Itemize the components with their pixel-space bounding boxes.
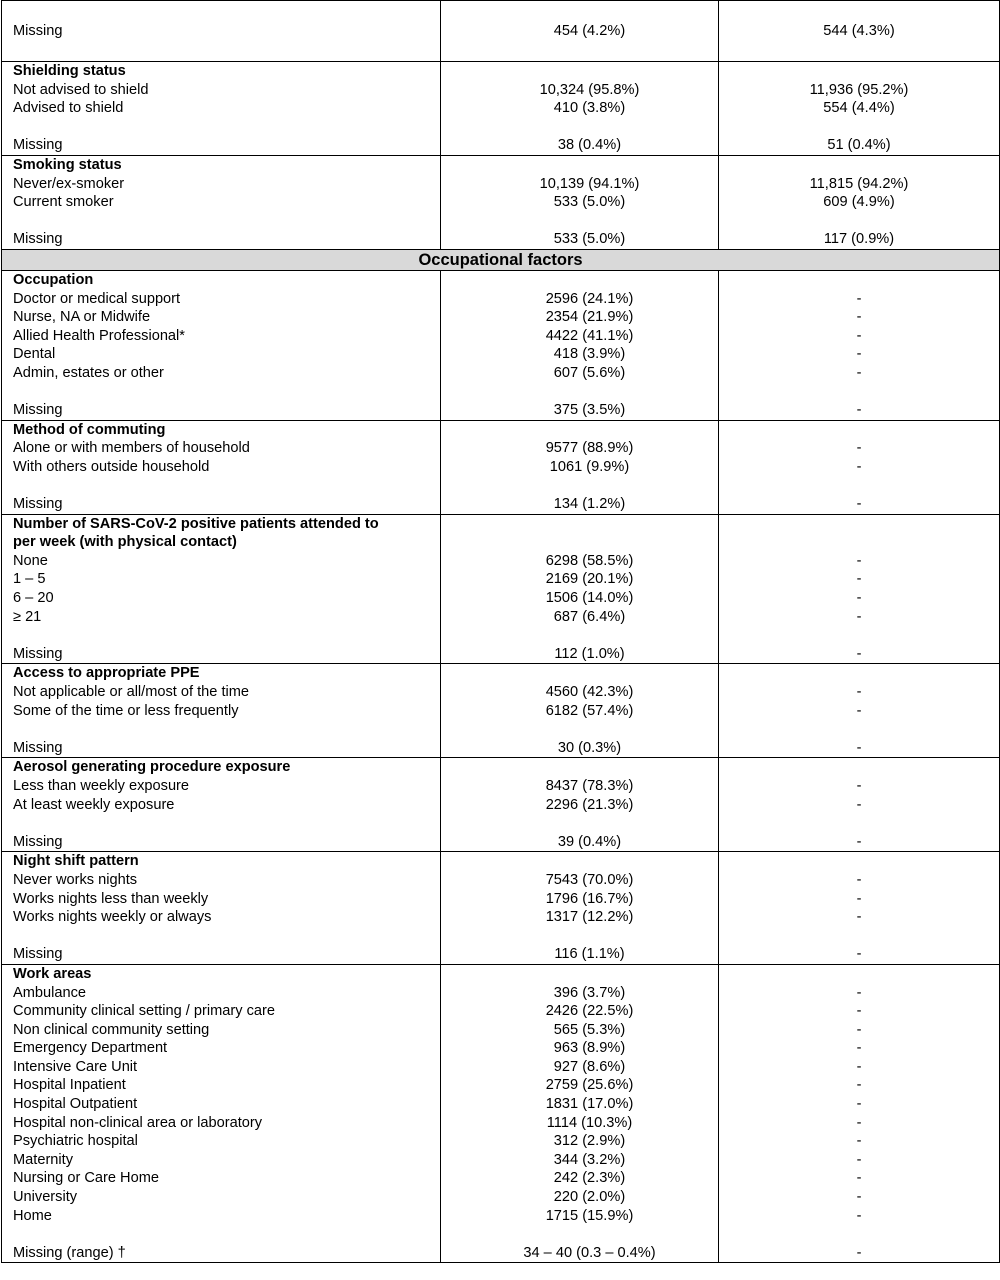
- row-label: [2, 212, 440, 231]
- cell-value: 2296 (21.3%): [545, 796, 634, 813]
- table-row: [2, 62, 1000, 156]
- row-label: [2, 927, 440, 946]
- cell-value: -: [856, 1077, 862, 1094]
- group-labels: [2, 290, 440, 420]
- column-a-cell: [441, 664, 719, 758]
- group-values-b: [719, 81, 999, 155]
- row-label: Psychiatric hospital: [13, 1133, 138, 1150]
- cell-value: -: [856, 327, 862, 344]
- cell-value: -: [856, 984, 862, 1001]
- cell-value: 1506 (14.0%): [545, 590, 634, 607]
- cell-value: -: [856, 1021, 862, 1038]
- cell-value: 418 (3.9%): [553, 346, 626, 363]
- section-title: Occupational factors: [2, 249, 1000, 270]
- group-values-b: [719, 290, 999, 420]
- cell-value: 344 (3.2%): [553, 1151, 626, 1168]
- cell-value: 963 (8.9%): [553, 1040, 626, 1057]
- row-label: Current smoker: [13, 194, 114, 211]
- cell-value: -: [856, 645, 862, 662]
- cell-value: 11,815 (94.2%): [809, 175, 909, 192]
- table-row: [2, 664, 1000, 758]
- cell-value: -: [856, 309, 862, 326]
- group-labels: [2, 871, 440, 964]
- row-label: Never/ex-smoker: [13, 175, 125, 192]
- cell-value: 312 (2.9%): [553, 1133, 626, 1150]
- row-label-cell: [2, 1, 441, 62]
- cell-value: 34 – 40 (0.3 – 0.4%): [523, 1244, 656, 1261]
- table-row: [2, 270, 1000, 420]
- row-label-cell: [2, 664, 441, 758]
- row-label: Less than weekly exposure: [13, 777, 190, 794]
- group-values-b: [719, 777, 999, 851]
- cell-value: -: [856, 590, 862, 607]
- cell-value: 565 (5.3%): [553, 1021, 626, 1038]
- row-label: [2, 1225, 440, 1244]
- cell-value: -: [856, 1151, 862, 1168]
- cell-value: -: [856, 871, 862, 888]
- column-b-cell: [719, 1, 1000, 62]
- cell-value: [719, 1225, 999, 1244]
- column-b-cell: [719, 758, 1000, 852]
- group-values-b: [719, 439, 999, 513]
- cell-value: 454 (4.2%): [553, 22, 626, 39]
- column-b-cell: [719, 514, 1000, 664]
- row-label: Missing: [13, 496, 63, 513]
- group-title: Smoking status: [13, 156, 122, 173]
- cell-value: -: [856, 346, 862, 363]
- row-label-cell: [2, 514, 441, 664]
- cell-value: -: [856, 1189, 862, 1206]
- cell-value: 7543 (70.0%): [545, 871, 634, 888]
- row-label: Dental: [13, 346, 56, 363]
- cell-value: [719, 626, 999, 645]
- row-label: Missing: [13, 22, 63, 39]
- row-label: Non clinical community setting: [13, 1021, 210, 1038]
- cell-value: 1831 (17.0%): [545, 1096, 634, 1113]
- cell-value: [441, 212, 718, 231]
- cell-value: -: [856, 1133, 862, 1150]
- group-labels: [2, 552, 440, 664]
- cell-value: 2169 (20.1%): [545, 571, 634, 588]
- cell-value: 1796 (16.7%): [545, 890, 634, 907]
- column-b-cell: [719, 62, 1000, 156]
- cell-value: 4422 (41.1%): [545, 327, 634, 344]
- cell-value: 1061 (9.9%): [549, 458, 630, 475]
- cell-value: 609 (4.9%): [823, 194, 895, 211]
- column-a-cell: [441, 758, 719, 852]
- column-a-cell: [441, 514, 719, 664]
- cell-value: 11,936 (95.2%): [809, 81, 909, 98]
- group-values-a: [441, 81, 718, 155]
- group-values-a: [441, 552, 718, 664]
- cell-value: -: [856, 909, 862, 926]
- cell-value: -: [856, 1058, 862, 1075]
- group-labels: [2, 81, 440, 155]
- column-a-cell: [441, 1, 719, 62]
- group-values-a: [441, 984, 718, 1263]
- row-label: None: [13, 552, 48, 569]
- cell-value: 10,324 (95.8%): [539, 81, 640, 98]
- row-label: Nurse, NA or Midwife: [13, 309, 151, 326]
- cell-value: -: [856, 1170, 862, 1187]
- cell-value: 134 (1.2%): [553, 496, 626, 513]
- group-values-b: [719, 871, 999, 964]
- cell-value: -: [856, 1040, 862, 1057]
- row-label: Works nights less than weekly: [13, 890, 209, 907]
- table-row: [2, 420, 1000, 514]
- row-label: University: [13, 1189, 78, 1206]
- group-title: Access to appropriate PPE: [13, 665, 200, 682]
- cell-value: 533 (5.0%): [553, 231, 626, 248]
- cell-value: -: [856, 684, 862, 700]
- row-label: [2, 626, 440, 645]
- group-title: Work areas: [13, 965, 92, 982]
- cell-value: 117 (0.9%): [823, 231, 895, 248]
- row-label: Not advised to shield: [13, 81, 149, 98]
- column-b-cell: [719, 155, 1000, 249]
- cell-value: 9577 (88.9%): [545, 440, 634, 457]
- row-label: Alone or with members of household: [13, 440, 250, 457]
- cell-value: 10,139 (94.1%): [539, 175, 640, 192]
- cell-value: 6298 (58.5%): [545, 552, 634, 569]
- cell-value: 554 (4.4%): [823, 100, 895, 117]
- cell-value: 1715 (15.9%): [545, 1207, 634, 1224]
- row-label: At least weekly exposure: [13, 796, 175, 813]
- row-label: Missing: [13, 137, 63, 154]
- cell-value: 2426 (22.5%): [545, 1003, 634, 1020]
- group-title: Method of commuting: [13, 421, 166, 438]
- row-label: ≥ 21: [13, 608, 42, 625]
- cell-value: [441, 1225, 718, 1244]
- cell-value: -: [856, 1096, 862, 1113]
- column-b-cell: [719, 420, 1000, 514]
- row-label: Missing: [13, 402, 63, 419]
- cell-value: 607 (5.6%): [553, 364, 626, 381]
- cell-value: 6182 (57.4%): [545, 702, 634, 719]
- cell-value: -: [856, 739, 862, 756]
- cell-value: -: [856, 890, 862, 907]
- cell-value: 2596 (24.1%): [545, 290, 634, 307]
- cell-value: [719, 814, 999, 833]
- column-b-cell: [719, 664, 1000, 758]
- cell-value: -: [856, 402, 862, 419]
- row-label: Emergency Department: [13, 1040, 168, 1057]
- cell-value: 687 (6.4%): [553, 608, 626, 625]
- row-label: Hospital Inpatient: [13, 1077, 126, 1094]
- group-values-a: [441, 683, 718, 757]
- group-title: Shielding status: [13, 63, 126, 79]
- cell-value: [719, 212, 999, 231]
- row-label: [2, 814, 440, 833]
- group-values-a: [441, 871, 718, 964]
- row-label: 6 – 20: [13, 590, 54, 607]
- cell-value: 116 (1.1%): [554, 946, 625, 963]
- cell-value: 2759 (25.6%): [545, 1077, 634, 1094]
- cell-value: -: [856, 1244, 862, 1261]
- group-values-b: [719, 984, 999, 1263]
- cell-value: 533 (5.0%): [553, 194, 626, 211]
- row-label: Ambulance: [13, 984, 87, 1001]
- cell-value: -: [856, 364, 862, 381]
- row-label-cell: [2, 270, 441, 420]
- cell-value: 544 (4.3%): [823, 22, 895, 39]
- group-labels: [2, 175, 440, 249]
- row-label-cell: [2, 420, 441, 514]
- cell-value: -: [856, 290, 862, 307]
- group-title: Number of SARS-CoV-2 positive patients attended to: [13, 515, 379, 532]
- cell-value: [441, 814, 718, 833]
- cell-value: -: [856, 946, 862, 963]
- group-title: Night shift pattern: [13, 853, 139, 870]
- cell-value: -: [856, 1207, 862, 1224]
- cell-value: [719, 720, 999, 739]
- row-label-cell: [2, 852, 441, 965]
- cell-value: 51 (0.4%): [827, 137, 891, 154]
- cell-value: [441, 118, 718, 137]
- row-label: Missing: [13, 231, 63, 248]
- row-label: Community clinical setting / primary care: [13, 1003, 275, 1020]
- cell-value: -: [856, 702, 862, 719]
- row-label: Works nights weekly or always: [13, 909, 212, 926]
- cell-value: [441, 476, 718, 495]
- cell-value: -: [856, 440, 862, 457]
- row-label: Hospital Outpatient: [13, 1096, 138, 1113]
- row-label: Maternity: [13, 1151, 74, 1168]
- section-header-row: [2, 249, 1000, 270]
- row-label-cell: [2, 964, 441, 1263]
- column-a-cell: [441, 852, 719, 965]
- row-label: With others outside household: [13, 458, 210, 475]
- cell-value: 8437 (78.3%): [545, 777, 634, 794]
- table-row: [2, 155, 1000, 249]
- cell-value: -: [856, 571, 862, 588]
- cell-value: 927 (8.6%): [553, 1058, 626, 1075]
- column-b-cell: [719, 964, 1000, 1263]
- row-label: Missing (range) †: [13, 1244, 126, 1261]
- table-row: [2, 1, 1000, 62]
- cell-value: -: [856, 552, 862, 569]
- column-a-cell: [441, 964, 719, 1263]
- group-title: Aerosol generating procedure exposure: [13, 759, 291, 776]
- cell-value: [441, 927, 718, 946]
- group-values-b: [719, 683, 999, 757]
- cell-value: 375 (3.5%): [553, 402, 626, 419]
- row-label: 1 – 5: [13, 571, 46, 588]
- column-b-cell: [719, 852, 1000, 965]
- group-values-a: [441, 175, 718, 249]
- cell-value: -: [856, 1003, 862, 1020]
- table-row: [2, 758, 1000, 852]
- column-a-cell: [441, 62, 719, 156]
- group-labels: [2, 984, 440, 1263]
- table-row: [2, 852, 1000, 965]
- column-a-cell: [441, 155, 719, 249]
- group-values-b: [719, 175, 999, 249]
- group-values-b: [719, 552, 999, 664]
- cell-value: 242 (2.3%): [553, 1170, 626, 1187]
- row-label: Intensive Care Unit: [13, 1058, 138, 1075]
- row-label: Admin, estates or other: [13, 364, 164, 381]
- row-label: [2, 383, 440, 402]
- row-label: Never works nights: [13, 871, 138, 888]
- group-labels: [2, 777, 440, 851]
- cell-value: -: [856, 796, 862, 813]
- row-label-cell: [2, 155, 441, 249]
- row-label-cell: [2, 62, 441, 156]
- row-label: Missing: [13, 833, 63, 850]
- cell-value: 30 (0.3%): [557, 739, 622, 756]
- row-label: [2, 118, 440, 137]
- group-title: Occupation: [13, 271, 94, 288]
- column-b-cell: [719, 270, 1000, 420]
- column-a-cell: [441, 270, 719, 420]
- column-a-cell: [441, 420, 719, 514]
- row-label: Doctor or medical support: [13, 290, 181, 307]
- row-label: Advised to shield: [13, 100, 124, 117]
- row-label: Missing: [13, 946, 63, 963]
- cell-value: -: [856, 833, 862, 850]
- group-labels: [2, 439, 440, 513]
- cell-value: [441, 720, 718, 739]
- group-labels: [2, 683, 440, 757]
- cell-value: 2354 (21.9%): [545, 309, 634, 326]
- table-row: [2, 964, 1000, 1263]
- cell-value: 410 (3.8%): [553, 100, 626, 117]
- cell-value: 39 (0.4%): [557, 833, 622, 850]
- row-label: [2, 476, 440, 495]
- row-label: Nursing or Care Home: [13, 1170, 159, 1187]
- cell-value: -: [856, 1114, 862, 1131]
- cell-value: -: [856, 777, 862, 794]
- group-values-a: [441, 290, 718, 420]
- group-values-a: [441, 777, 718, 851]
- cell-value: [441, 383, 718, 402]
- row-label: [2, 720, 440, 739]
- cell-value: 112 (1.0%): [554, 645, 625, 662]
- row-label: Not applicable or all/most of the time: [13, 684, 250, 700]
- cell-value: [719, 118, 999, 137]
- row-label-cell: [2, 758, 441, 852]
- row-label: Home: [13, 1207, 52, 1224]
- row-label: Missing: [13, 645, 63, 662]
- row-label: Missing: [13, 739, 63, 756]
- cell-value: [719, 476, 999, 495]
- row-label: Allied Health Professional*: [13, 327, 185, 344]
- cell-value: 220 (2.0%): [553, 1189, 626, 1206]
- cell-value: -: [856, 458, 862, 475]
- group-title-continued: per week (with physical contact): [13, 534, 237, 551]
- row-label: Hospital non-clinical area or laboratory: [13, 1114, 263, 1131]
- row-label: Some of the time or less frequently: [13, 702, 239, 719]
- cell-value: 4560 (42.3%): [545, 684, 634, 700]
- cell-value: 396 (3.7%): [553, 984, 626, 1001]
- cell-value: [441, 626, 718, 645]
- cell-value: [719, 383, 999, 402]
- cell-value: 1114 (10.3%): [546, 1114, 633, 1131]
- table-row: [2, 514, 1000, 664]
- cell-value: 1317 (12.2%): [545, 909, 634, 926]
- group-values-a: [441, 439, 718, 513]
- cell-value: -: [856, 496, 862, 513]
- characteristics-table: [1, 0, 1000, 1263]
- cell-value: -: [856, 608, 862, 625]
- cell-value: [719, 927, 999, 946]
- cell-value: 38 (0.4%): [557, 137, 622, 154]
